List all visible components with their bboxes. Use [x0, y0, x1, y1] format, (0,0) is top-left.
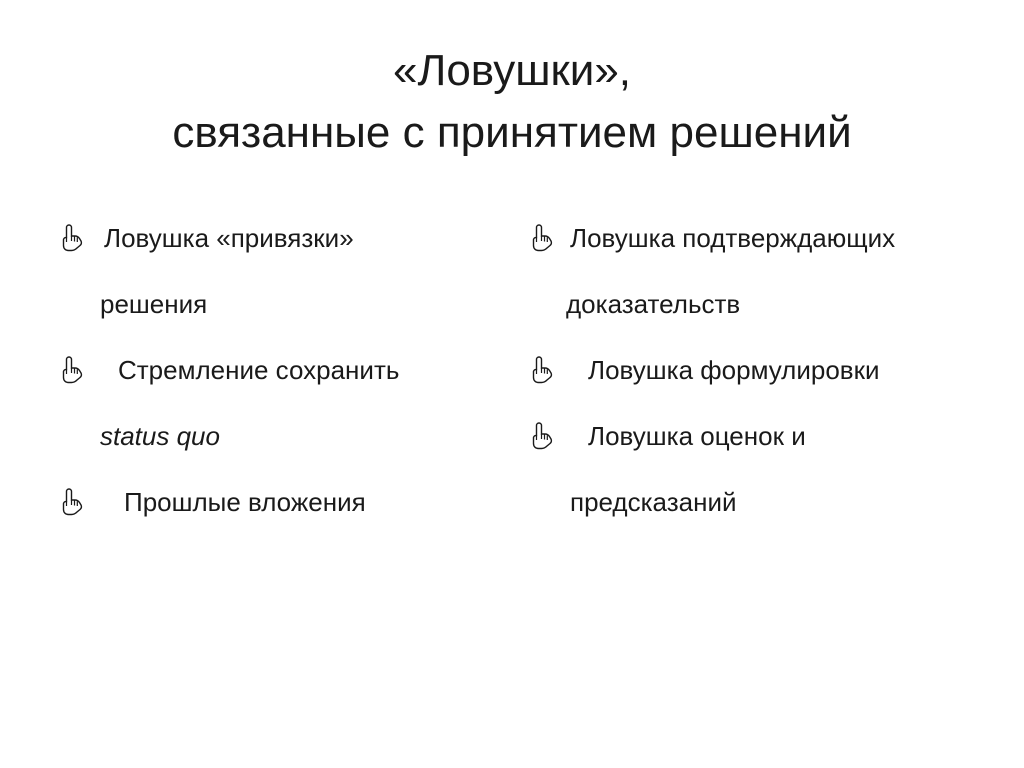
item-text-line-1: Ловушка формулировки	[588, 355, 880, 385]
item-text-line-2: решения	[100, 289, 208, 319]
list-item	[530, 205, 930, 337]
pointing-finger-icon	[60, 487, 84, 517]
item-text-line-2: предсказаний	[570, 487, 737, 517]
item-text-line-1: Ловушка «привязки»	[104, 223, 354, 253]
pointing-finger-icon	[530, 355, 554, 385]
left-column	[60, 205, 460, 535]
list-item	[530, 403, 930, 535]
item-text-line-2: status quo	[100, 421, 220, 451]
right-column	[530, 205, 930, 535]
slide-title	[60, 40, 964, 164]
title-line-2: связанные с принятием решений	[172, 108, 852, 157]
item-text-line-2: доказательств	[566, 289, 741, 319]
item-text-line-1: Ловушка подтверждающих	[570, 223, 896, 253]
item-text-line-1: Ловушка оценок и	[588, 421, 806, 451]
list-item	[60, 337, 460, 469]
item-text-line-1: Прошлые вложения	[124, 487, 366, 517]
pointing-finger-icon	[60, 355, 84, 385]
list-item	[60, 205, 460, 337]
pointing-finger-icon	[530, 223, 554, 253]
list-item	[530, 337, 930, 403]
list-item	[60, 469, 460, 535]
title-line-1: «Ловушки»,	[392, 46, 632, 95]
pointing-finger-icon	[530, 421, 554, 451]
item-text-line-1: Стремление сохранить	[118, 355, 400, 385]
pointing-finger-icon	[60, 223, 84, 253]
